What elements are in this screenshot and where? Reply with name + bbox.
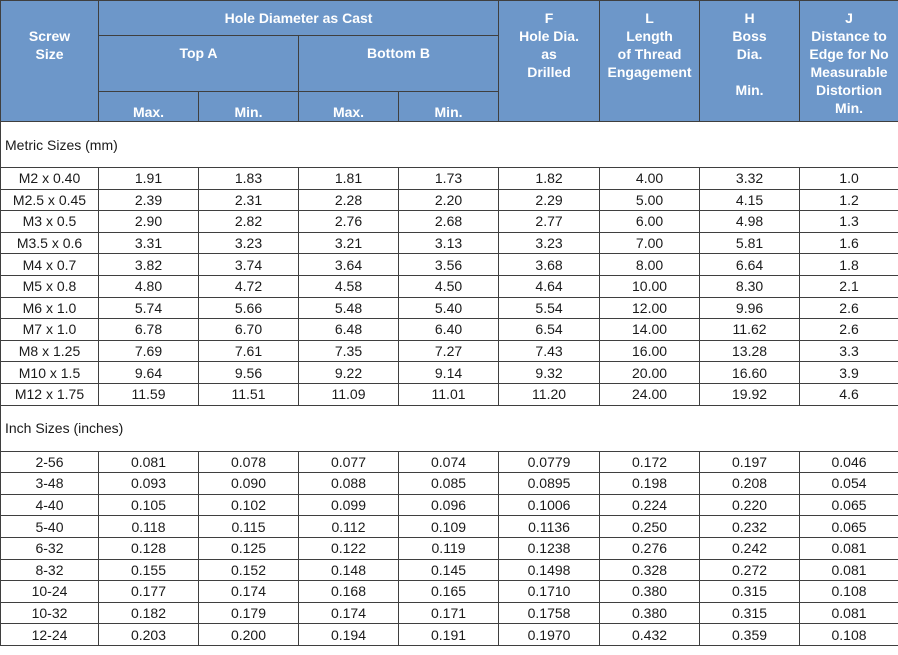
value-cell: 0.168	[299, 581, 399, 603]
value-cell: 6.48	[299, 319, 399, 341]
value-cell: 3.31	[99, 232, 199, 254]
value-cell: 7.00	[600, 232, 700, 254]
value-cell: 2.6	[800, 319, 898, 341]
table-row	[1, 232, 898, 254]
table-row	[1, 297, 898, 319]
value-cell: 0.065	[800, 494, 898, 516]
value-cell: 0.105	[99, 494, 199, 516]
value-cell: 0.054	[800, 473, 898, 495]
value-cell: 3.21	[299, 232, 399, 254]
value-cell: 2.20	[399, 189, 499, 211]
header-top-a: Top A	[99, 36, 299, 92]
value-cell: 0.152	[199, 559, 299, 581]
header-top-a-max: Max.	[99, 92, 199, 122]
value-cell: 2.6	[800, 297, 898, 319]
screw-size-cell: M2 x 0.40	[1, 168, 99, 190]
value-cell: 7.35	[299, 340, 399, 362]
table-row	[1, 494, 898, 516]
value-cell: 6.00	[600, 211, 700, 233]
value-cell: 0.112	[299, 516, 399, 538]
value-cell: 1.91	[99, 168, 199, 190]
value-cell: 0.272	[700, 559, 800, 581]
value-cell: 9.32	[499, 362, 600, 384]
value-cell: 4.15	[700, 189, 800, 211]
table-row	[1, 362, 898, 384]
value-cell: 0.128	[99, 537, 199, 559]
value-cell: 0.108	[800, 581, 898, 603]
screw-size-cell: M8 x 1.25	[1, 340, 99, 362]
value-cell: 1.82	[499, 168, 600, 190]
value-cell: 0.078	[199, 451, 299, 473]
value-cell: 5.40	[399, 297, 499, 319]
value-cell: 0.081	[99, 451, 199, 473]
value-cell: 16.00	[600, 340, 700, 362]
header-j-distance-to-edge: J Distance to Edge for No Measurable Distortion Min.	[800, 1, 898, 122]
value-cell: 0.220	[700, 494, 800, 516]
value-cell: 12.00	[600, 297, 700, 319]
value-cell: 0.096	[399, 494, 499, 516]
value-cell: 2.28	[299, 189, 399, 211]
value-cell: 0.099	[299, 494, 399, 516]
value-cell: 3.82	[99, 254, 199, 276]
value-cell: 0.115	[199, 516, 299, 538]
value-cell: 0.194	[299, 624, 399, 646]
value-cell: 4.64	[499, 275, 600, 297]
table-row	[1, 624, 898, 646]
value-cell: 4.98	[700, 211, 800, 233]
value-cell: 0.1758	[499, 602, 600, 624]
value-cell: 0.108	[800, 624, 898, 646]
value-cell: 0.182	[99, 602, 199, 624]
value-cell: 0.1498	[499, 559, 600, 581]
value-cell: 0.0895	[499, 473, 600, 495]
value-cell: 6.70	[199, 319, 299, 341]
value-cell: 11.62	[700, 319, 800, 341]
value-cell: 0.250	[600, 516, 700, 538]
value-cell: 5.81	[700, 232, 800, 254]
value-cell: 0.177	[99, 581, 199, 603]
value-cell: 0.174	[199, 581, 299, 603]
screw-size-cell: 10-24	[1, 581, 99, 603]
value-cell: 8.00	[600, 254, 700, 276]
header-l-length: L Length of Thread Engagement	[600, 1, 700, 122]
value-cell: 0.1238	[499, 537, 600, 559]
value-cell: 3.13	[399, 232, 499, 254]
screw-size-cell: 3-48	[1, 473, 99, 495]
value-cell: 0.200	[199, 624, 299, 646]
screw-size-cell: M7 x 1.0	[1, 319, 99, 341]
value-cell: 0.198	[600, 473, 700, 495]
value-cell: 0.125	[199, 537, 299, 559]
value-cell: 1.83	[199, 168, 299, 190]
screw-size-cell: M10 x 1.5	[1, 362, 99, 384]
value-cell: 9.14	[399, 362, 499, 384]
value-cell: 11.09	[299, 383, 399, 405]
value-cell: 2.1	[800, 275, 898, 297]
header-top-a-min: Min.	[199, 92, 299, 122]
header-bottom-b-max: Max.	[299, 92, 399, 122]
value-cell: 0.1136	[499, 516, 600, 538]
value-cell: 0.046	[800, 451, 898, 473]
value-cell: 0.118	[99, 516, 199, 538]
table-row	[1, 340, 898, 362]
value-cell: 11.59	[99, 383, 199, 405]
header-f-hole-dia: F Hole Dia. as Drilled	[499, 1, 600, 122]
value-cell: 0.088	[299, 473, 399, 495]
value-cell: 3.56	[399, 254, 499, 276]
screw-size-cell: 6-32	[1, 537, 99, 559]
screw-size-cell: M3 x 0.5	[1, 211, 99, 233]
value-cell: 0.093	[99, 473, 199, 495]
value-cell: 0.191	[399, 624, 499, 646]
section-row	[1, 405, 898, 451]
value-cell: 0.0779	[499, 451, 600, 473]
table-row	[1, 254, 898, 276]
value-cell: 0.077	[299, 451, 399, 473]
screw-size-cell: M4 x 0.7	[1, 254, 99, 276]
value-cell: 0.074	[399, 451, 499, 473]
table-row	[1, 168, 898, 190]
table-row	[1, 581, 898, 603]
value-cell: 7.27	[399, 340, 499, 362]
value-cell: 0.119	[399, 537, 499, 559]
value-cell: 0.155	[99, 559, 199, 581]
value-cell: 0.276	[600, 537, 700, 559]
table-body	[1, 122, 898, 646]
value-cell: 5.74	[99, 297, 199, 319]
value-cell: 0.432	[600, 624, 700, 646]
table-row	[1, 559, 898, 581]
value-cell: 0.081	[800, 559, 898, 581]
table-row	[1, 189, 898, 211]
value-cell: 3.74	[199, 254, 299, 276]
screw-size-cell: 12-24	[1, 624, 99, 646]
value-cell: 3.32	[700, 168, 800, 190]
table-row	[1, 211, 898, 233]
value-cell: 0.315	[700, 581, 800, 603]
value-cell: 2.29	[499, 189, 600, 211]
value-cell: 4.50	[399, 275, 499, 297]
screw-size-cell: M3.5 x 0.6	[1, 232, 99, 254]
value-cell: 13.28	[700, 340, 800, 362]
value-cell: 0.172	[600, 451, 700, 473]
value-cell: 0.085	[399, 473, 499, 495]
table-header	[1, 1, 898, 122]
table-row	[1, 516, 898, 538]
header-h-boss-dia: H Boss Dia. Min.	[700, 1, 800, 122]
value-cell: 3.64	[299, 254, 399, 276]
screw-size-cell: 4-40	[1, 494, 99, 516]
value-cell: 2.39	[99, 189, 199, 211]
value-cell: 2.77	[499, 211, 600, 233]
screw-size-cell: 10-32	[1, 602, 99, 624]
header-screw-size: Screw Size	[1, 1, 99, 122]
value-cell: 0.1006	[499, 494, 600, 516]
header-bottom-b: Bottom B	[299, 36, 499, 92]
table-row	[1, 473, 898, 495]
value-cell: 4.72	[199, 275, 299, 297]
value-cell: 5.66	[199, 297, 299, 319]
section-title: Inch Sizes (inches)	[1, 405, 898, 451]
value-cell: 0.090	[199, 473, 299, 495]
value-cell: 1.3	[800, 211, 898, 233]
header-bottom-b-min: Min.	[399, 92, 499, 122]
value-cell: 5.54	[499, 297, 600, 319]
value-cell: 0.179	[199, 602, 299, 624]
value-cell: 7.61	[199, 340, 299, 362]
screw-size-cell: 5-40	[1, 516, 99, 538]
header-hole-diameter-as-cast: Hole Diameter as Cast	[99, 1, 499, 36]
value-cell: 14.00	[600, 319, 700, 341]
value-cell: 0.208	[700, 473, 800, 495]
value-cell: 0.380	[600, 602, 700, 624]
value-cell: 0.174	[299, 602, 399, 624]
value-cell: 24.00	[600, 383, 700, 405]
value-cell: 19.92	[700, 383, 800, 405]
value-cell: 0.242	[700, 537, 800, 559]
value-cell: 0.109	[399, 516, 499, 538]
value-cell: 11.01	[399, 383, 499, 405]
value-cell: 3.23	[199, 232, 299, 254]
value-cell: 0.224	[600, 494, 700, 516]
value-cell: 3.23	[499, 232, 600, 254]
value-cell: 3.68	[499, 254, 600, 276]
table-row	[1, 319, 898, 341]
value-cell: 2.76	[299, 211, 399, 233]
value-cell: 0.1710	[499, 581, 600, 603]
value-cell: 20.00	[600, 362, 700, 384]
value-cell: 0.203	[99, 624, 199, 646]
value-cell: 0.148	[299, 559, 399, 581]
table-row	[1, 537, 898, 559]
screw-size-cell: 8-32	[1, 559, 99, 581]
value-cell: 6.54	[499, 319, 600, 341]
value-cell: 9.22	[299, 362, 399, 384]
value-cell: 2.82	[199, 211, 299, 233]
value-cell: 0.380	[600, 581, 700, 603]
value-cell: 4.00	[600, 168, 700, 190]
value-cell: 0.145	[399, 559, 499, 581]
value-cell: 9.64	[99, 362, 199, 384]
section-title: Metric Sizes (mm)	[1, 122, 898, 168]
table-row	[1, 451, 898, 473]
value-cell: 8.30	[700, 275, 800, 297]
value-cell: 0.197	[700, 451, 800, 473]
value-cell: 5.48	[299, 297, 399, 319]
value-cell: 6.40	[399, 319, 499, 341]
value-cell: 0.359	[700, 624, 800, 646]
value-cell: 0.165	[399, 581, 499, 603]
value-cell: 1.81	[299, 168, 399, 190]
value-cell: 4.80	[99, 275, 199, 297]
table-row	[1, 602, 898, 624]
value-cell: 0.065	[800, 516, 898, 538]
value-cell: 5.00	[600, 189, 700, 211]
value-cell: 0.102	[199, 494, 299, 516]
value-cell: 2.31	[199, 189, 299, 211]
value-cell: 6.64	[700, 254, 800, 276]
table-row	[1, 275, 898, 297]
value-cell: 7.69	[99, 340, 199, 362]
value-cell: 0.122	[299, 537, 399, 559]
value-cell: 0.328	[600, 559, 700, 581]
value-cell: 1.6	[800, 232, 898, 254]
value-cell: 1.2	[800, 189, 898, 211]
value-cell: 3.9	[800, 362, 898, 384]
value-cell: 4.6	[800, 383, 898, 405]
screw-size-cell: M12 x 1.75	[1, 383, 99, 405]
value-cell: 0.171	[399, 602, 499, 624]
screw-size-cell: M2.5 x 0.45	[1, 189, 99, 211]
value-cell: 9.56	[199, 362, 299, 384]
value-cell: 0.081	[800, 537, 898, 559]
value-cell: 11.51	[199, 383, 299, 405]
value-cell: 1.8	[800, 254, 898, 276]
value-cell: 0.1970	[499, 624, 600, 646]
value-cell: 0.232	[700, 516, 800, 538]
table-row	[1, 383, 898, 405]
value-cell: 10.00	[600, 275, 700, 297]
value-cell: 9.96	[700, 297, 800, 319]
value-cell: 4.58	[299, 275, 399, 297]
value-cell: 6.78	[99, 319, 199, 341]
value-cell: 1.0	[800, 168, 898, 190]
value-cell: 0.315	[700, 602, 800, 624]
value-cell: 3.3	[800, 340, 898, 362]
value-cell: 2.90	[99, 211, 199, 233]
value-cell: 16.60	[700, 362, 800, 384]
screw-size-cell: M6 x 1.0	[1, 297, 99, 319]
value-cell: 0.081	[800, 602, 898, 624]
section-row	[1, 122, 898, 168]
value-cell: 11.20	[499, 383, 600, 405]
screw-size-cell: M5 x 0.8	[1, 275, 99, 297]
screw-size-cell: 2-56	[1, 451, 99, 473]
value-cell: 2.68	[399, 211, 499, 233]
value-cell: 1.73	[399, 168, 499, 190]
value-cell: 7.43	[499, 340, 600, 362]
